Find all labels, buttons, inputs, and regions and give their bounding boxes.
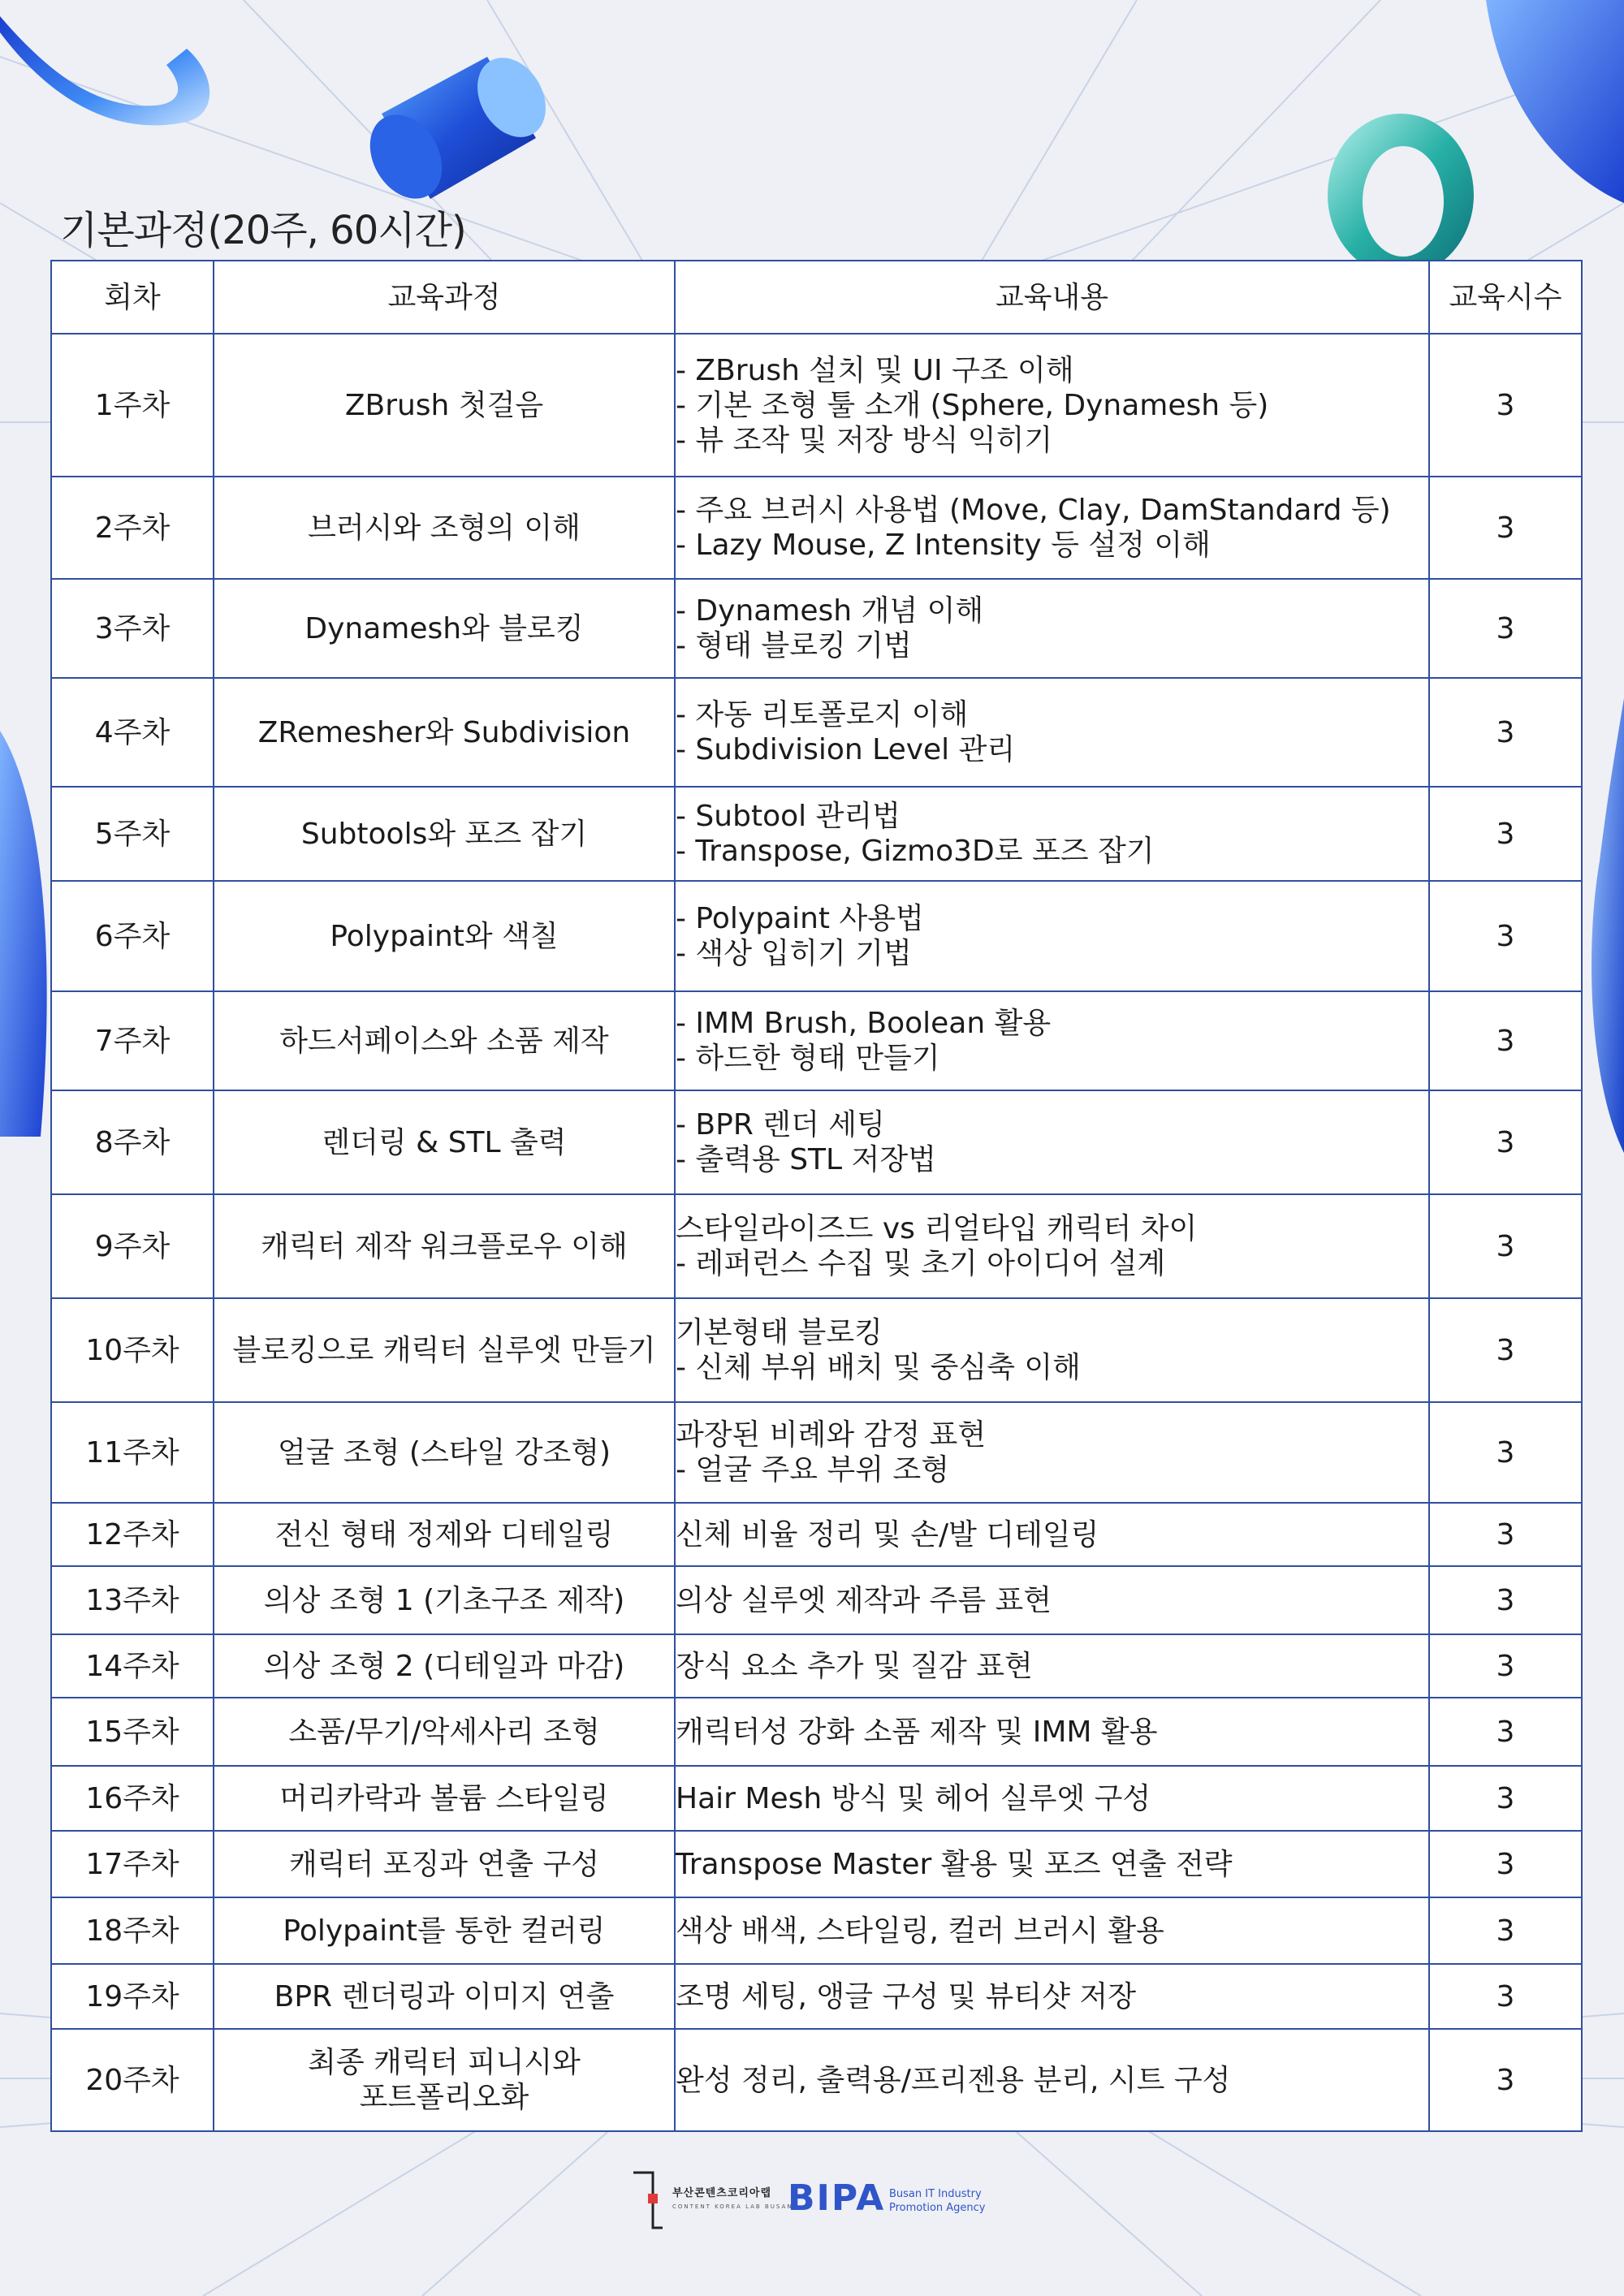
cell-course — [214, 1964, 675, 2029]
cell-hours: 3 — [1429, 2029, 1582, 2131]
content-line: - Dynamesh 개념 이해 — [676, 594, 984, 628]
decorative-blob-top-right — [1470, 0, 1624, 211]
course-line: 렌더링 & STL 출력 — [322, 1125, 567, 1159]
cell-course — [214, 1897, 675, 1964]
cell-content — [675, 881, 1429, 991]
content-line: Transpose Master 활용 및 포즈 연출 전략 — [676, 1847, 1233, 1881]
cell-course — [214, 2029, 675, 2131]
table-row — [51, 579, 1582, 678]
course-line: ZBrush 첫걸음 — [344, 388, 544, 422]
course-line: Dynamesh와 블로킹 — [304, 611, 584, 645]
course-line: 캐릭터 제작 워크플로우 이해 — [261, 1229, 628, 1263]
cell-hours: 3 — [1429, 1298, 1582, 1402]
cell-week: 8주차 — [51, 1090, 214, 1194]
cell-hours: 3 — [1429, 1897, 1582, 1964]
cell-week: 4주차 — [51, 678, 214, 787]
bipa-subtitle-line: Busan IT Industry — [889, 2188, 982, 2200]
cell-content — [675, 1402, 1429, 1503]
course-line: Polypaint와 색칠 — [330, 919, 559, 953]
course-line: Subtools와 포즈 잡기 — [300, 817, 588, 851]
cell-hours: 3 — [1429, 1194, 1582, 1298]
cell-course — [214, 1766, 675, 1831]
content-line: - 자동 리토폴로지 이해 — [676, 698, 969, 732]
content-line: - 뷰 조작 및 저장 방식 익히기 — [676, 423, 1053, 457]
course-line: 하드서페이스와 소품 제작 — [279, 1024, 609, 1058]
cell-content — [675, 334, 1429, 477]
content-line: - 얼굴 주요 부위 조형 — [676, 1453, 949, 1487]
cell-content — [675, 1766, 1429, 1831]
table-row — [51, 991, 1582, 1090]
content-line: Hair Mesh 방식 및 헤어 실루엣 구성 — [676, 1781, 1151, 1815]
cell-course — [214, 1298, 675, 1402]
cell-course — [214, 1634, 675, 1698]
cell-course — [214, 787, 675, 881]
cell-week: 15주차 — [51, 1698, 214, 1766]
table-row — [51, 881, 1582, 991]
course-line: 전신 형태 정제와 디테일링 — [274, 1517, 614, 1552]
cell-hours: 3 — [1429, 678, 1582, 787]
cell-hours: 3 — [1429, 991, 1582, 1090]
cell-content — [675, 787, 1429, 881]
content-line: 색상 배색, 스타일링, 컬러 브러시 활용 — [676, 1914, 1164, 1948]
table-row — [51, 334, 1582, 477]
content-line: - 신체 부위 배치 및 중심축 이해 — [676, 1351, 1081, 1384]
cell-content — [675, 1503, 1429, 1566]
cell-hours: 3 — [1429, 881, 1582, 991]
cell-content — [675, 678, 1429, 787]
table-row — [51, 477, 1582, 579]
cell-week: 13주차 — [51, 1566, 214, 1634]
content-line: 장식 요소 추가 및 질감 표현 — [676, 1649, 1033, 1683]
cell-course — [214, 1194, 675, 1298]
cell-week: 3주차 — [51, 579, 214, 678]
content-line: - 레퍼런스 수집 및 초기 아이디어 설계 — [676, 1247, 1166, 1280]
table-row — [51, 1831, 1582, 1897]
cell-hours: 3 — [1429, 1402, 1582, 1503]
content-line: - 출력용 STL 저장법 — [676, 1143, 936, 1176]
page-title: 기본과정(20주, 60시간) — [60, 208, 466, 253]
content-korea-lab-logo-icon — [632, 2169, 664, 2231]
course-line: 소품/무기/악세사리 조형 — [288, 1715, 600, 1749]
table-row — [51, 787, 1582, 881]
cell-course — [214, 881, 675, 991]
table-row — [51, 1194, 1582, 1298]
table-row — [51, 1634, 1582, 1698]
cell-hours: 3 — [1429, 1766, 1582, 1831]
table-row — [51, 2029, 1582, 2131]
cell-week: 9주차 — [51, 1194, 214, 1298]
table-row — [51, 1964, 1582, 2029]
cell-content — [675, 579, 1429, 678]
course-line: BPR 렌더링과 이미지 연출 — [274, 1979, 615, 2013]
content-line: - BPR 렌더 세팅 — [676, 1108, 885, 1142]
cell-week: 10주차 — [51, 1298, 214, 1402]
header-hours: 교육시수 — [1429, 261, 1582, 334]
course-line: 의상 조형 1 (기초구조 제작) — [263, 1583, 625, 1617]
table-row — [51, 1766, 1582, 1831]
cell-content — [675, 1897, 1429, 1964]
table-row — [51, 678, 1582, 787]
content-line: 기본형태 블로킹 — [676, 1316, 883, 1349]
cell-week: 2주차 — [51, 477, 214, 579]
cell-content — [675, 991, 1429, 1090]
cell-course — [214, 477, 675, 579]
cell-week: 5주차 — [51, 787, 214, 881]
cell-hours: 3 — [1429, 477, 1582, 579]
cell-week: 6주차 — [51, 881, 214, 991]
course-line: ZRemesher와 Subdivision — [257, 715, 631, 749]
content-line: - Subdivision Level 관리 — [676, 733, 1016, 766]
cell-hours: 3 — [1429, 1090, 1582, 1194]
cell-course — [214, 1698, 675, 1766]
cell-content — [675, 1090, 1429, 1194]
table-row — [51, 1698, 1582, 1766]
table-row — [51, 1298, 1582, 1402]
cell-hours: 3 — [1429, 1503, 1582, 1566]
cell-hours: 3 — [1429, 1698, 1582, 1766]
course-line: 의상 조형 2 (디테일과 마감) — [263, 1649, 625, 1683]
bipa-logo: BIPA — [788, 2177, 886, 2219]
decorative-ring-top-left — [0, 0, 219, 170]
content-line: 조명 세팅, 앵글 구성 및 뷰티샷 저장 — [676, 1979, 1136, 2013]
content-line: 완성 정리, 출력용/프리젠용 분리, 시트 구성 — [676, 2063, 1231, 2097]
content-line: 의상 실루엣 제작과 주름 표현 — [676, 1583, 1052, 1617]
cell-hours: 3 — [1429, 1964, 1582, 2029]
course-line: 브러시와 조형의 이해 — [308, 511, 581, 545]
cell-hours: 3 — [1429, 787, 1582, 881]
table-row — [51, 1503, 1582, 1566]
header-course: 교육과정 — [214, 261, 675, 334]
content-line: - 형태 블로킹 기법 — [676, 629, 912, 662]
cell-week: 12주차 — [51, 1503, 214, 1566]
course-line: 최종 캐릭터 피니시와 — [308, 2046, 581, 2079]
cell-course — [214, 1831, 675, 1897]
content-line: 스타일라이즈드 vs 리얼타입 캐릭터 차이 — [676, 1212, 1198, 1245]
cell-hours: 3 — [1429, 1831, 1582, 1897]
cell-week: 7주차 — [51, 991, 214, 1090]
org-name-korean: 부산콘텐츠코리아랩 — [672, 2187, 772, 2199]
decorative-cylinder — [349, 41, 560, 211]
cell-course — [214, 991, 675, 1090]
course-line: 얼굴 조형 (스타일 강조형) — [277, 1435, 611, 1470]
course-line: 머리카락과 볼륨 스타일링 — [279, 1781, 609, 1815]
cell-week: 18주차 — [51, 1897, 214, 1964]
cell-week: 11주차 — [51, 1402, 214, 1503]
content-line: 과장된 비례와 감정 표현 — [676, 1418, 987, 1452]
content-line: - Transpose, Gizmo3D로 포즈 잡기 — [676, 835, 1155, 868]
cell-content — [675, 2029, 1429, 2131]
cell-course — [214, 1090, 675, 1194]
org-name-english: CONTENT KOREA LAB BUSAN — [672, 2203, 793, 2210]
cell-week: 19주차 — [51, 1964, 214, 2029]
table-row — [51, 1402, 1582, 1503]
content-line: - 하드한 형태 만들기 — [676, 1042, 940, 1075]
bipa-subtitle-line: Promotion Agency — [889, 2202, 986, 2214]
cell-week: 17주차 — [51, 1831, 214, 1897]
bipa-subtitle — [889, 2187, 986, 2215]
cell-hours: 3 — [1429, 579, 1582, 678]
cell-content — [675, 1194, 1429, 1298]
content-line: - 색상 입히기 기법 — [676, 937, 912, 970]
content-line: 캐릭터성 강화 소품 제작 및 IMM 활용 — [676, 1715, 1158, 1749]
content-line: 신체 비율 정리 및 손/발 디테일링 — [676, 1517, 1099, 1552]
table-row — [51, 1897, 1582, 1964]
cell-content — [675, 1298, 1429, 1402]
header-week: 회차 — [51, 261, 214, 334]
table-row — [51, 1566, 1582, 1634]
content-line: - IMM Brush, Boolean 활용 — [676, 1007, 1052, 1040]
content-line: - ZBrush 설치 및 UI 구조 이해 — [676, 353, 1074, 387]
cell-content — [675, 1964, 1429, 2029]
cell-week: 16주차 — [51, 1766, 214, 1831]
cell-content — [675, 1831, 1429, 1897]
cell-content — [675, 1698, 1429, 1766]
header-content: 교육내용 — [675, 261, 1429, 334]
content-line: - 기본 조형 툴 소개 (Sphere, Dynamesh 등) — [676, 388, 1269, 422]
cell-hours: 3 — [1429, 334, 1582, 477]
decorative-blob-left — [0, 731, 57, 1137]
cell-hours: 3 — [1429, 1634, 1582, 1698]
decorative-torus-teal — [1307, 106, 1494, 284]
footer-logo — [625, 2168, 999, 2233]
cell-course — [214, 1503, 675, 1566]
decorative-tube-right — [1575, 698, 1624, 1153]
course-line: 블로킹으로 캐릭터 실루엣 만들기 — [232, 1333, 656, 1367]
cell-content — [675, 477, 1429, 579]
cell-course — [214, 1566, 675, 1634]
cell-week: 14주차 — [51, 1634, 214, 1698]
curriculum-table — [50, 260, 1583, 2132]
cell-course — [214, 334, 675, 477]
cell-course — [214, 678, 675, 787]
cell-week: 1주차 — [51, 334, 214, 477]
content-line: - Subtool 관리법 — [676, 800, 901, 833]
content-line: - Polypaint 사용법 — [676, 902, 924, 935]
table-header-row — [51, 261, 1582, 334]
cell-content — [675, 1634, 1429, 1698]
cell-course — [214, 1402, 675, 1503]
table-row — [51, 1090, 1582, 1194]
cell-course — [214, 579, 675, 678]
course-line: Polypaint를 통한 컬러링 — [283, 1914, 606, 1948]
cell-content — [675, 1566, 1429, 1634]
course-line: 포트폴리오화 — [359, 2081, 529, 2114]
content-line: - Lazy Mouse, Z Intensity 등 설정 이해 — [676, 529, 1211, 562]
cell-hours: 3 — [1429, 1566, 1582, 1634]
cell-week: 20주차 — [51, 2029, 214, 2131]
content-line: - 주요 브러시 사용법 (Move, Clay, DamStandard 등) — [676, 494, 1391, 527]
course-line: 캐릭터 포징과 연출 구성 — [288, 1847, 600, 1881]
